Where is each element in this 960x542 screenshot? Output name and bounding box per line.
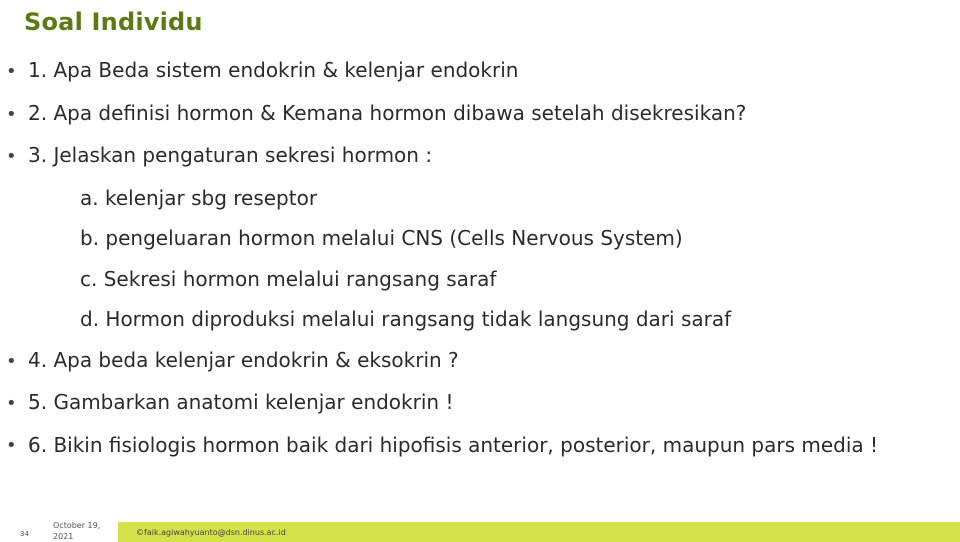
list-item-1 <box>6 50 946 93</box>
list-item-text: 2. Apa definisi hormon & Kemana hormon dibawa setelah disekresikan? <box>28 100 747 125</box>
question-list <box>6 50 946 460</box>
list-item-text: 4. Apa beda kelenjar endokrin & eksokrin ? <box>28 347 459 372</box>
list-item-5 <box>6 382 946 425</box>
list-item-3 <box>6 135 946 178</box>
list-item-2 <box>6 93 946 136</box>
sub-item-c <box>6 259 946 300</box>
list-item-text: 3. Jelaskan pengaturan sekresi hormon : <box>28 143 433 167</box>
footer-date: October 19, 2021 <box>53 521 101 541</box>
list-item-6 <box>6 425 946 460</box>
list-item-text: 6. Bikin fisiologis hormon baik dari hipofisis anterior, posterior, maupun pars media ! <box>28 432 879 457</box>
sub-item-text: a. kelenjar sbg reseptor <box>80 185 318 210</box>
bullet-icon: • <box>6 61 17 82</box>
sub-item-a <box>6 178 946 219</box>
sub-item-text: d. Hormon diproduksi melalui rangsang tidak langsung dari saraf <box>80 307 732 331</box>
list-item-text: 5. Gambarkan anatomi kelenjar endokrin ! <box>28 390 454 414</box>
bullet-icon: • <box>6 103 17 125</box>
sub-item-text: c. Sekresi hormon melalui rangsang saraf <box>80 266 497 291</box>
bullet-icon: • <box>6 434 17 456</box>
slide-footer <box>0 520 960 540</box>
sub-item-d <box>6 299 946 340</box>
sub-item-text: b. pengeluaran hormon melalui CNS (Cells Nervous System) <box>80 226 683 250</box>
list-item-4 <box>6 340 946 383</box>
list-item-text: 1. Apa Beda sistem endokrin & kelenjar endokrin <box>28 58 519 82</box>
slide-title: Soal Individu <box>24 8 203 36</box>
bullet-icon: • <box>6 393 17 414</box>
bullet-icon: • <box>6 146 17 167</box>
sub-item-b <box>6 218 946 259</box>
footer-email: ©faik.agiwahyuanto@dsn.dinus.ac.id <box>136 528 286 537</box>
bullet-icon: • <box>6 350 17 372</box>
slide-number: 34 <box>20 530 29 538</box>
